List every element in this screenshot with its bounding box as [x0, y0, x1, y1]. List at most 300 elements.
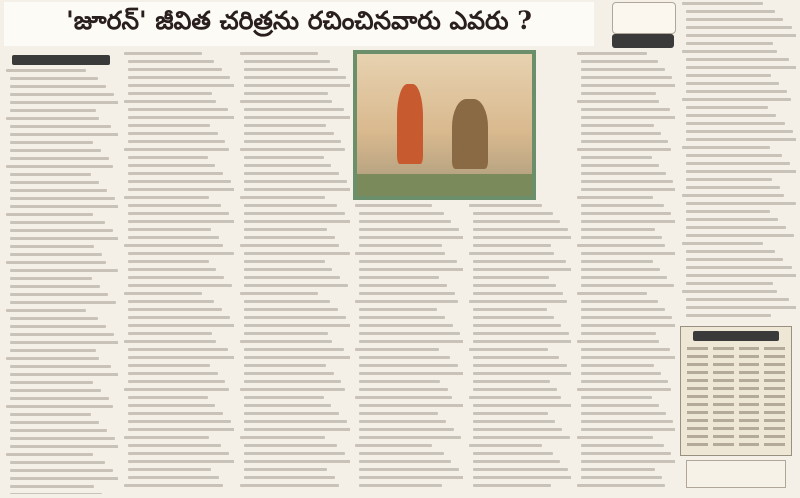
- text-line-placeholder: [473, 468, 568, 471]
- text-line-placeholder: [244, 468, 327, 471]
- text-line-placeholder: [686, 58, 789, 61]
- text-line-placeholder: [473, 284, 556, 287]
- text-line-placeholder: [581, 212, 671, 215]
- text-line-placeholder: [10, 325, 106, 328]
- text-line-placeholder: [244, 68, 338, 71]
- text-line-placeholder: [128, 364, 210, 367]
- text-line-placeholder: [10, 413, 91, 416]
- text-line-placeholder: [581, 236, 662, 239]
- text-line-placeholder: [10, 229, 113, 232]
- text-line-placeholder: [124, 52, 202, 55]
- painting-icon: [353, 50, 536, 200]
- text-line-placeholder: [240, 436, 325, 439]
- text-line-placeholder: [686, 162, 790, 165]
- text-line-placeholder: [473, 356, 559, 359]
- answer-cell-placeholder: [687, 355, 708, 358]
- credit-box: [686, 460, 786, 488]
- text-line-placeholder: [686, 10, 775, 13]
- text-line-placeholder: [359, 484, 442, 487]
- text-line-placeholder: [128, 180, 231, 183]
- text-line-placeholder: [124, 436, 209, 439]
- column-3: [238, 52, 350, 494]
- text-line-placeholder: [577, 244, 665, 247]
- text-line-placeholder: [128, 276, 224, 279]
- text-line-placeholder: [359, 228, 459, 231]
- text-line-placeholder: [240, 484, 339, 487]
- text-line-placeholder: [473, 316, 554, 319]
- text-line-placeholder: [473, 268, 571, 271]
- text-line-placeholder: [128, 220, 234, 223]
- text-line-placeholder: [244, 92, 328, 95]
- text-line-placeholder: [128, 444, 221, 447]
- text-line-placeholder: [469, 348, 548, 351]
- text-line-placeholder: [686, 122, 785, 125]
- answer-cell-placeholder: [687, 419, 708, 422]
- text-line-placeholder: [682, 2, 763, 5]
- text-line-placeholder: [359, 428, 454, 431]
- text-line-placeholder: [244, 60, 330, 63]
- text-line-placeholder: [686, 66, 796, 69]
- text-line-placeholder: [10, 133, 118, 136]
- text-line-placeholder: [10, 469, 113, 472]
- text-line-placeholder: [244, 116, 350, 119]
- text-line-placeholder: [577, 148, 671, 151]
- answer-cell-placeholder: [764, 395, 785, 398]
- text-line-placeholder: [581, 92, 656, 95]
- text-line-placeholder: [124, 100, 216, 103]
- text-line-placeholder: [581, 460, 675, 463]
- text-line-placeholder: [10, 245, 94, 248]
- text-line-placeholder: [686, 74, 771, 77]
- text-line-placeholder: [581, 300, 658, 303]
- column-2: [122, 52, 234, 494]
- text-line-placeholder: [581, 124, 654, 127]
- text-line-placeholder: [581, 468, 655, 471]
- text-line-placeholder: [581, 116, 675, 119]
- text-line-placeholder: [124, 244, 223, 247]
- text-line-placeholder: [473, 452, 553, 455]
- text-line-placeholder: [355, 300, 458, 303]
- text-line-placeholder: [581, 172, 666, 175]
- text-line-placeholder: [10, 237, 118, 240]
- text-line-placeholder: [359, 468, 459, 471]
- text-line-placeholder: [473, 436, 570, 439]
- text-line-placeholder: [128, 420, 231, 423]
- answer-cell-placeholder: [713, 347, 734, 350]
- text-line-placeholder: [244, 316, 346, 319]
- text-line-placeholder: [6, 69, 86, 72]
- text-line-placeholder: [10, 189, 107, 192]
- text-line-placeholder: [10, 365, 111, 368]
- text-line-placeholder: [124, 292, 202, 295]
- text-line-placeholder: [581, 452, 671, 455]
- text-line-placeholder: [244, 252, 350, 255]
- text-line-placeholder: [359, 412, 438, 415]
- section-badge: [612, 2, 676, 34]
- text-line-placeholder: [244, 452, 345, 455]
- text-line-placeholder: [128, 76, 230, 79]
- text-line-placeholder: [244, 268, 332, 271]
- text-line-placeholder: [10, 373, 118, 376]
- text-line-placeholder: [10, 477, 118, 480]
- answer-cell-placeholder: [739, 363, 760, 366]
- text-line-placeholder: [10, 285, 100, 288]
- column-5: [467, 204, 571, 494]
- text-line-placeholder: [359, 236, 463, 239]
- text-line-placeholder: [355, 444, 432, 447]
- text-line-placeholder: [473, 260, 566, 263]
- text-line-placeholder: [581, 60, 658, 63]
- answer-cell-placeholder: [713, 355, 734, 358]
- text-line-placeholder: [581, 372, 661, 375]
- text-line-placeholder: [10, 149, 101, 152]
- text-line-placeholder: [686, 26, 792, 29]
- text-line-placeholder: [473, 340, 571, 343]
- answer-cell-placeholder: [713, 419, 734, 422]
- text-line-placeholder: [128, 372, 218, 375]
- text-line-placeholder: [244, 172, 339, 175]
- text-line-placeholder: [10, 197, 115, 200]
- text-line-placeholder: [473, 324, 561, 327]
- text-line-placeholder: [686, 274, 796, 277]
- text-line-placeholder: [359, 332, 460, 335]
- column-6: [575, 52, 675, 494]
- text-line-placeholder: [244, 284, 348, 287]
- text-line-placeholder: [128, 60, 214, 63]
- text-line-placeholder: [244, 220, 350, 223]
- text-line-placeholder: [128, 300, 214, 303]
- text-line-placeholder: [244, 404, 331, 407]
- text-line-placeholder: [244, 204, 337, 207]
- answer-cell-placeholder: [713, 435, 734, 438]
- text-line-placeholder: [473, 380, 550, 383]
- answer-cell-placeholder: [687, 411, 708, 414]
- text-line-placeholder: [581, 220, 675, 223]
- text-line-placeholder: [10, 277, 92, 280]
- text-line-placeholder: [10, 109, 96, 112]
- text-line-placeholder: [244, 108, 344, 111]
- text-line-placeholder: [240, 388, 345, 391]
- text-line-placeholder: [10, 421, 99, 424]
- text-line-placeholder: [10, 397, 109, 400]
- answer-cell-placeholder: [687, 347, 708, 350]
- text-line-placeholder: [10, 221, 105, 224]
- text-line-placeholder: [6, 261, 106, 264]
- text-line-placeholder: [128, 428, 234, 431]
- text-line-placeholder: [686, 218, 778, 221]
- text-line-placeholder: [128, 316, 230, 319]
- text-line-placeholder: [581, 164, 659, 167]
- text-line-placeholder: [359, 324, 453, 327]
- text-line-placeholder: [686, 226, 786, 229]
- text-line-placeholder: [128, 108, 228, 111]
- text-line-placeholder: [10, 349, 96, 352]
- text-line-placeholder: [359, 476, 463, 479]
- text-line-placeholder: [581, 404, 659, 407]
- answer-cell-placeholder: [713, 411, 734, 414]
- text-line-placeholder: [359, 308, 437, 311]
- answer-cell-placeholder: [687, 435, 708, 438]
- text-line-placeholder: [686, 170, 796, 173]
- text-line-placeholder: [686, 314, 771, 317]
- text-line-placeholder: [581, 140, 668, 143]
- text-line-placeholder: [577, 292, 647, 295]
- text-line-placeholder: [473, 332, 569, 335]
- text-line-placeholder: [244, 396, 324, 399]
- text-line-placeholder: [359, 220, 451, 223]
- text-line-placeholder: [581, 268, 660, 271]
- text-line-placeholder: [6, 213, 93, 216]
- answer-cell-placeholder: [764, 443, 785, 446]
- answer-cell-placeholder: [713, 427, 734, 430]
- text-line-placeholder: [682, 290, 777, 293]
- text-line-placeholder: [581, 380, 668, 383]
- text-line-placeholder: [128, 468, 211, 471]
- text-line-placeholder: [686, 306, 796, 309]
- column-1: [4, 52, 118, 494]
- answer-cell-placeholder: [739, 419, 760, 422]
- text-line-placeholder: [473, 484, 551, 487]
- answer-cell-placeholder: [713, 443, 734, 446]
- text-line-placeholder: [124, 388, 229, 391]
- text-line-placeholder: [473, 364, 567, 367]
- answer-cell-placeholder: [739, 371, 760, 374]
- text-line-placeholder: [581, 324, 675, 327]
- text-line-placeholder: [473, 476, 571, 479]
- text-line-placeholder: [473, 292, 563, 295]
- text-line-placeholder: [10, 269, 118, 272]
- text-line-placeholder: [128, 404, 215, 407]
- text-line-placeholder: [473, 308, 547, 311]
- answer-cell-placeholder: [687, 395, 708, 398]
- text-line-placeholder: [581, 260, 653, 263]
- text-line-placeholder: [359, 388, 448, 391]
- text-line-placeholder: [128, 68, 222, 71]
- text-line-placeholder: [244, 412, 339, 415]
- text-line-placeholder: [124, 196, 209, 199]
- text-line-placeholder: [10, 429, 107, 432]
- text-line-placeholder: [10, 205, 118, 208]
- text-line-placeholder: [581, 364, 654, 367]
- text-line-placeholder: [473, 276, 549, 279]
- text-line-placeholder: [686, 90, 787, 93]
- text-line-placeholder: [581, 188, 675, 191]
- text-line-placeholder: [581, 308, 665, 311]
- answer-cell-placeholder: [739, 403, 760, 406]
- text-line-placeholder: [240, 244, 339, 247]
- text-line-placeholder: [6, 165, 113, 168]
- text-line-placeholder: [244, 332, 328, 335]
- text-line-placeholder: [244, 356, 350, 359]
- text-line-placeholder: [244, 228, 327, 231]
- text-line-placeholder: [469, 204, 542, 207]
- text-line-placeholder: [577, 100, 659, 103]
- answer-cell-placeholder: [687, 363, 708, 366]
- text-line-placeholder: [128, 140, 225, 143]
- answer-cell-placeholder: [764, 347, 785, 350]
- text-line-placeholder: [244, 124, 326, 127]
- answer-cell-placeholder: [713, 387, 734, 390]
- text-line-placeholder: [128, 236, 219, 239]
- text-line-placeholder: [581, 84, 675, 87]
- text-line-placeholder: [581, 76, 672, 79]
- text-line-placeholder: [686, 154, 782, 157]
- text-line-placeholder: [244, 348, 344, 351]
- text-line-placeholder: [359, 380, 440, 383]
- text-line-placeholder: [581, 252, 675, 255]
- text-line-placeholder: [359, 276, 439, 279]
- text-line-placeholder: [244, 188, 350, 191]
- answer-cell-placeholder: [764, 435, 785, 438]
- text-line-placeholder: [244, 476, 335, 479]
- text-line-placeholder: [359, 268, 463, 271]
- text-line-placeholder: [359, 436, 461, 439]
- text-line-placeholder: [244, 180, 347, 183]
- text-line-placeholder: [359, 460, 451, 463]
- text-line-placeholder: [128, 380, 225, 383]
- answer-cell-placeholder: [764, 387, 785, 390]
- text-line-placeholder: [581, 332, 656, 335]
- text-line-placeholder: [244, 260, 325, 263]
- text-line-placeholder: [128, 116, 234, 119]
- text-line-placeholder: [577, 340, 659, 343]
- text-line-placeholder: [240, 52, 318, 55]
- text-line-placeholder: [244, 444, 337, 447]
- answer-cell-placeholder: [713, 395, 734, 398]
- text-line-placeholder: [581, 284, 674, 287]
- text-line-placeholder: [686, 186, 780, 189]
- text-line-placeholder: [244, 372, 334, 375]
- text-line-placeholder: [581, 132, 661, 135]
- text-line-placeholder: [581, 204, 664, 207]
- answer-cell-placeholder: [739, 411, 760, 414]
- text-line-placeholder: [244, 300, 330, 303]
- text-line-placeholder: [128, 92, 212, 95]
- text-line-placeholder: [473, 212, 553, 215]
- answer-cell-placeholder: [739, 427, 760, 430]
- text-line-placeholder: [473, 428, 562, 431]
- text-line-placeholder: [473, 412, 548, 415]
- text-line-placeholder: [6, 405, 113, 408]
- text-line-placeholder: [244, 132, 334, 135]
- text-line-placeholder: [128, 460, 234, 463]
- text-line-placeholder: [244, 308, 338, 311]
- text-line-placeholder: [244, 276, 340, 279]
- text-line-placeholder: [240, 292, 318, 295]
- text-line-placeholder: [10, 317, 98, 320]
- text-line-placeholder: [581, 420, 673, 423]
- text-line-placeholder: [686, 114, 776, 117]
- text-line-placeholder: [577, 52, 647, 55]
- answer-cell-placeholder: [739, 395, 760, 398]
- text-line-placeholder: [359, 452, 444, 455]
- answer-cell-placeholder: [739, 443, 760, 446]
- answer-cell-placeholder: [687, 387, 708, 390]
- text-line-placeholder: [581, 276, 667, 279]
- text-line-placeholder: [10, 485, 94, 488]
- text-line-placeholder: [128, 268, 216, 271]
- text-line-placeholder: [359, 372, 463, 375]
- text-line-placeholder: [244, 460, 350, 463]
- text-line-placeholder: [128, 348, 228, 351]
- answer-cell-placeholder: [764, 371, 785, 374]
- text-line-placeholder: [244, 156, 324, 159]
- text-line-placeholder: [10, 77, 98, 80]
- text-line-placeholder: [581, 428, 675, 431]
- text-line-placeholder: [686, 138, 796, 141]
- text-line-placeholder: [128, 212, 229, 215]
- text-line-placeholder: [359, 404, 463, 407]
- text-line-placeholder: [10, 157, 109, 160]
- text-line-placeholder: [581, 228, 655, 231]
- text-line-placeholder: [359, 340, 463, 343]
- text-line-placeholder: [473, 236, 571, 239]
- text-line-placeholder: [577, 436, 653, 439]
- text-line-placeholder: [10, 101, 118, 104]
- answer-cell-placeholder: [687, 379, 708, 382]
- text-line-placeholder: [686, 18, 783, 21]
- text-line-placeholder: [124, 340, 216, 343]
- answer-cell-placeholder: [764, 403, 785, 406]
- text-line-placeholder: [581, 108, 670, 111]
- text-line-placeholder: [6, 357, 99, 360]
- text-line-placeholder: [473, 228, 568, 231]
- text-line-placeholder: [359, 284, 447, 287]
- text-line-placeholder: [6, 117, 99, 120]
- text-line-placeholder: [581, 444, 664, 447]
- section-badge-strip: [612, 34, 674, 48]
- text-line-placeholder: [473, 388, 557, 391]
- text-line-placeholder: [244, 84, 350, 87]
- answer-cell-placeholder: [739, 379, 760, 382]
- text-line-placeholder: [359, 292, 455, 295]
- answer-cell-placeholder: [764, 379, 785, 382]
- text-line-placeholder: [359, 244, 442, 247]
- text-line-placeholder: [244, 380, 341, 383]
- text-line-placeholder: [359, 316, 445, 319]
- text-line-placeholder: [581, 476, 662, 479]
- text-line-placeholder: [686, 42, 773, 45]
- text-line-placeholder: [686, 202, 796, 205]
- text-line-placeholder: [682, 242, 763, 245]
- text-line-placeholder: [473, 220, 560, 223]
- text-line-placeholder: [473, 460, 560, 463]
- text-line-placeholder: [128, 252, 234, 255]
- answer-cell-placeholder: [713, 403, 734, 406]
- text-line-placeholder: [10, 493, 102, 494]
- text-line-placeholder: [10, 381, 93, 384]
- text-line-placeholder: [244, 364, 326, 367]
- text-line-placeholder: [128, 396, 208, 399]
- text-line-placeholder: [577, 388, 671, 391]
- text-line-placeholder: [686, 234, 794, 237]
- text-line-placeholder: [128, 260, 209, 263]
- text-line-placeholder: [240, 100, 332, 103]
- text-line-placeholder: [6, 453, 93, 456]
- text-line-placeholder: [10, 341, 118, 344]
- text-line-placeholder: [240, 196, 325, 199]
- text-line-placeholder: [128, 324, 234, 327]
- text-line-placeholder: [469, 444, 542, 447]
- text-line-placeholder: [359, 420, 446, 423]
- text-line-placeholder: [128, 412, 223, 415]
- text-line-placeholder: [581, 180, 673, 183]
- text-line-placeholder: [473, 404, 571, 407]
- text-line-placeholder: [240, 340, 332, 343]
- column-7: [680, 2, 796, 322]
- text-line-placeholder: [128, 204, 221, 207]
- answer-cell-placeholder: [687, 371, 708, 374]
